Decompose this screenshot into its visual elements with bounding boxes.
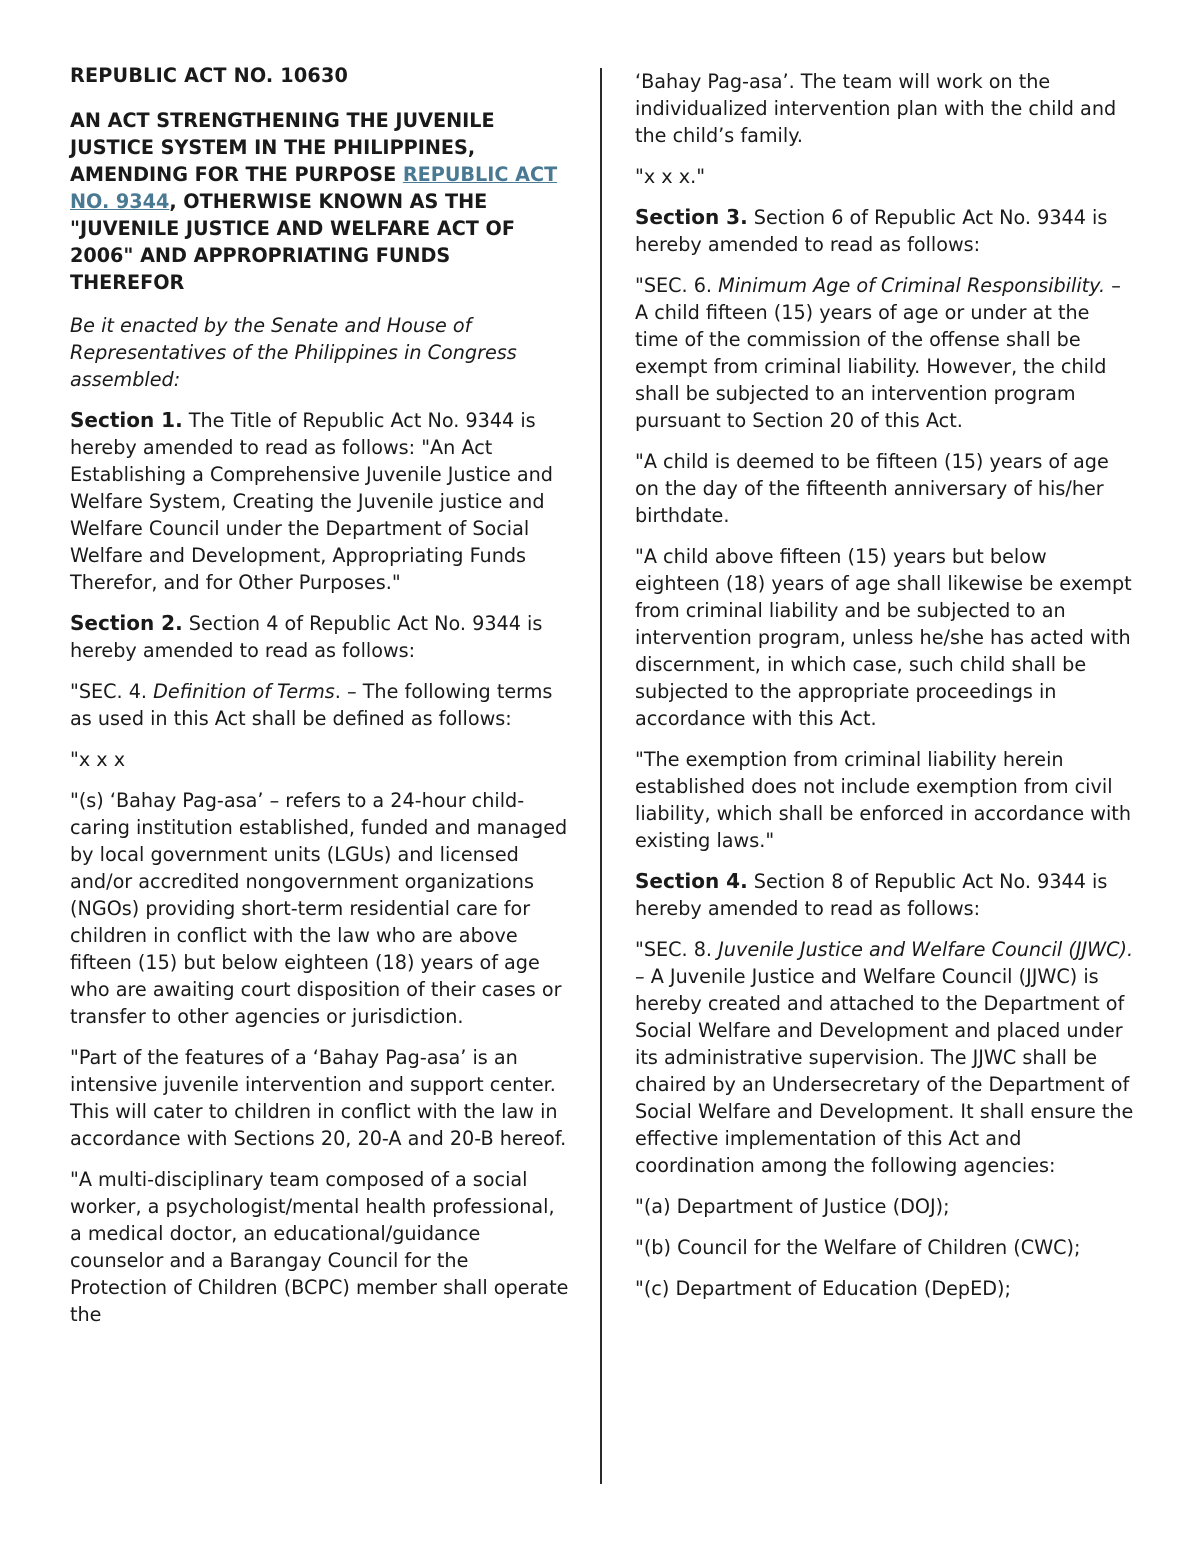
sec-8-jjwc: [635, 936, 1135, 1179]
act-title-part2: , OTHERWISE KNOWN AS THE "JUVENILE JUSTICE AND WELFARE ACT OF 2006" AND APPROPRIATING FUNDS THEREFOR: [70, 190, 515, 294]
agency-item-c: "(c) Department of Education (DepED);: [635, 1277, 1011, 1300]
section-2-text: Section 4 of Republic Act No. 9344 is hereby amended to read as follows:: [70, 612, 543, 662]
omission-1: "x x x: [70, 748, 126, 771]
right-column: [635, 68, 1135, 1316]
column-divider: [600, 68, 602, 1484]
section-1: [70, 407, 570, 596]
sec-6-minimum-age: [635, 272, 1135, 434]
sec-6-text: – A child fifteen (15) years of age or under at the time of the commission of the offense shall be exempt from criminal liability. However, the child shall be subjected to an intervention program pursuant to Section 20 of this Act.: [635, 274, 1121, 432]
section-4: [635, 868, 1135, 922]
sec-8-text: – A Juvenile Justice and Welfare Council (JJWC) is hereby created and attached to the Department of Social Welfare and Development and placed under its administrative supervision. The JJWC shall be chaired by an Undersecretary of the Department of Social Welfare and Development. It shall ensure the effective implementation of this Act and coordination among the following agencies:: [635, 965, 1134, 1177]
multidisciplinary-team: "A multi-disciplinary team composed of a social worker, a psychologist/mental health professional, a medical doctor, an educational/guidance counselor and a Barangay Council for the Protection of Children (BCPC) member shall operate the: [70, 1168, 569, 1326]
sec-4-heading: Definition of Terms: [153, 680, 335, 703]
section-3-label: Section 3.: [635, 205, 748, 229]
act-title: [70, 107, 570, 296]
section-4-label: Section 4.: [635, 869, 748, 893]
section-3: [635, 204, 1135, 258]
act-title-part1: AN ACT STRENGTHENING THE JUVENILE JUSTICE SYSTEM IN THE PHILIPPINES, AMENDING FOR THE PURPOSE: [70, 109, 495, 186]
section-2: [70, 610, 570, 664]
sec-6-prefix: "SEC. 6.: [635, 274, 719, 297]
section-2-label: Section 2.: [70, 611, 183, 635]
sec-4-definition: [70, 678, 570, 732]
definition-s: "(s) ‘Bahay Pag-asa’ – refers to a 24-hour child-caring institution established, funded and managed by local government units (LGUs) and licensed and/or accredited nongovernment organizations (NGOs) providing short-term residential care for children in conflict with the law who are above fifteen (15) but below eighteen (18) years of age who are awaiting court disposition of their cases or transfer to other agencies or jurisdiction.: [70, 789, 568, 1028]
sec-8-prefix: "SEC. 8.: [635, 938, 719, 961]
sec-4-text: . – The following terms as used in this Act shall be defined as follows:: [70, 680, 553, 730]
act-number: REPUBLIC ACT NO. 10630: [70, 64, 349, 87]
civil-liability-exemption: "The exemption from criminal liability herein established does not include exemption from civil liability, which shall be enforced in accordance with existing laws.": [635, 748, 1131, 852]
section-1-text: The Title of Republic Act No. 9344 is hereby amended to read as follows: "An Act Establishing a Comprehensive Juvenile Justice and Welfare System, Creating the Juvenile justice and Welfare Council under the Department of Social Welfare and Development, Appropriating Funds Therefor, and for Other Purposes.": [70, 409, 553, 594]
bahay-pag-asa-features: "Part of the features of a ‘Bahay Pag-asa’ is an intensive juvenile intervention and support center. This will cater to children in conflict with the law in accordance with Sections 20, 20-A and 20-B hereof.: [70, 1046, 567, 1150]
sec-6-heading: Minimum Age of Criminal Responsibility.: [718, 274, 1106, 297]
left-column: [70, 62, 570, 1342]
section-4-text: Section 8 of Republic Act No. 9344 is hereby amended to read as follows:: [635, 870, 1108, 920]
section-3-text: Section 6 of Republic Act No. 9344 is hereby amended to read as follows:: [635, 206, 1108, 256]
sec-8-heading: Juvenile Justice and Welfare Council (JJWC).: [718, 938, 1134, 961]
child-deemed-age: "A child is deemed to be fifteen (15) years of age on the day of the fifteenth anniversary of his/her birthdate.: [635, 450, 1109, 527]
agency-item-b: "(b) Council for the Welfare of Children (CWC);: [635, 1236, 1081, 1259]
section-1-label: Section 1.: [70, 408, 183, 432]
team-continuation: ‘Bahay Pag-asa’. The team will work on the individualized intervention plan with the child and the child’s family.: [635, 70, 1117, 147]
omission-2: "x x x.": [635, 165, 706, 188]
child-above-fifteen: "A child above fifteen (15) years but below eighteen (18) years of age shall likewise be exempt from criminal liability and be subjected to an intervention program, unless he/she has acted with discernment, in which case, such child shall be subjected to the appropriate proceedings in accordance with this Act.: [635, 545, 1132, 730]
ra-9344-link[interactable]: REPUBLIC ACT NO. 9344: [70, 163, 558, 213]
sec-4-prefix: "SEC. 4.: [70, 680, 154, 703]
enacting-clause: Be it enacted by the Senate and House of Representatives of the Philippines in Congress assembled:: [70, 314, 517, 391]
agency-item-a: "(a) Department of Justice (DOJ);: [635, 1195, 950, 1218]
